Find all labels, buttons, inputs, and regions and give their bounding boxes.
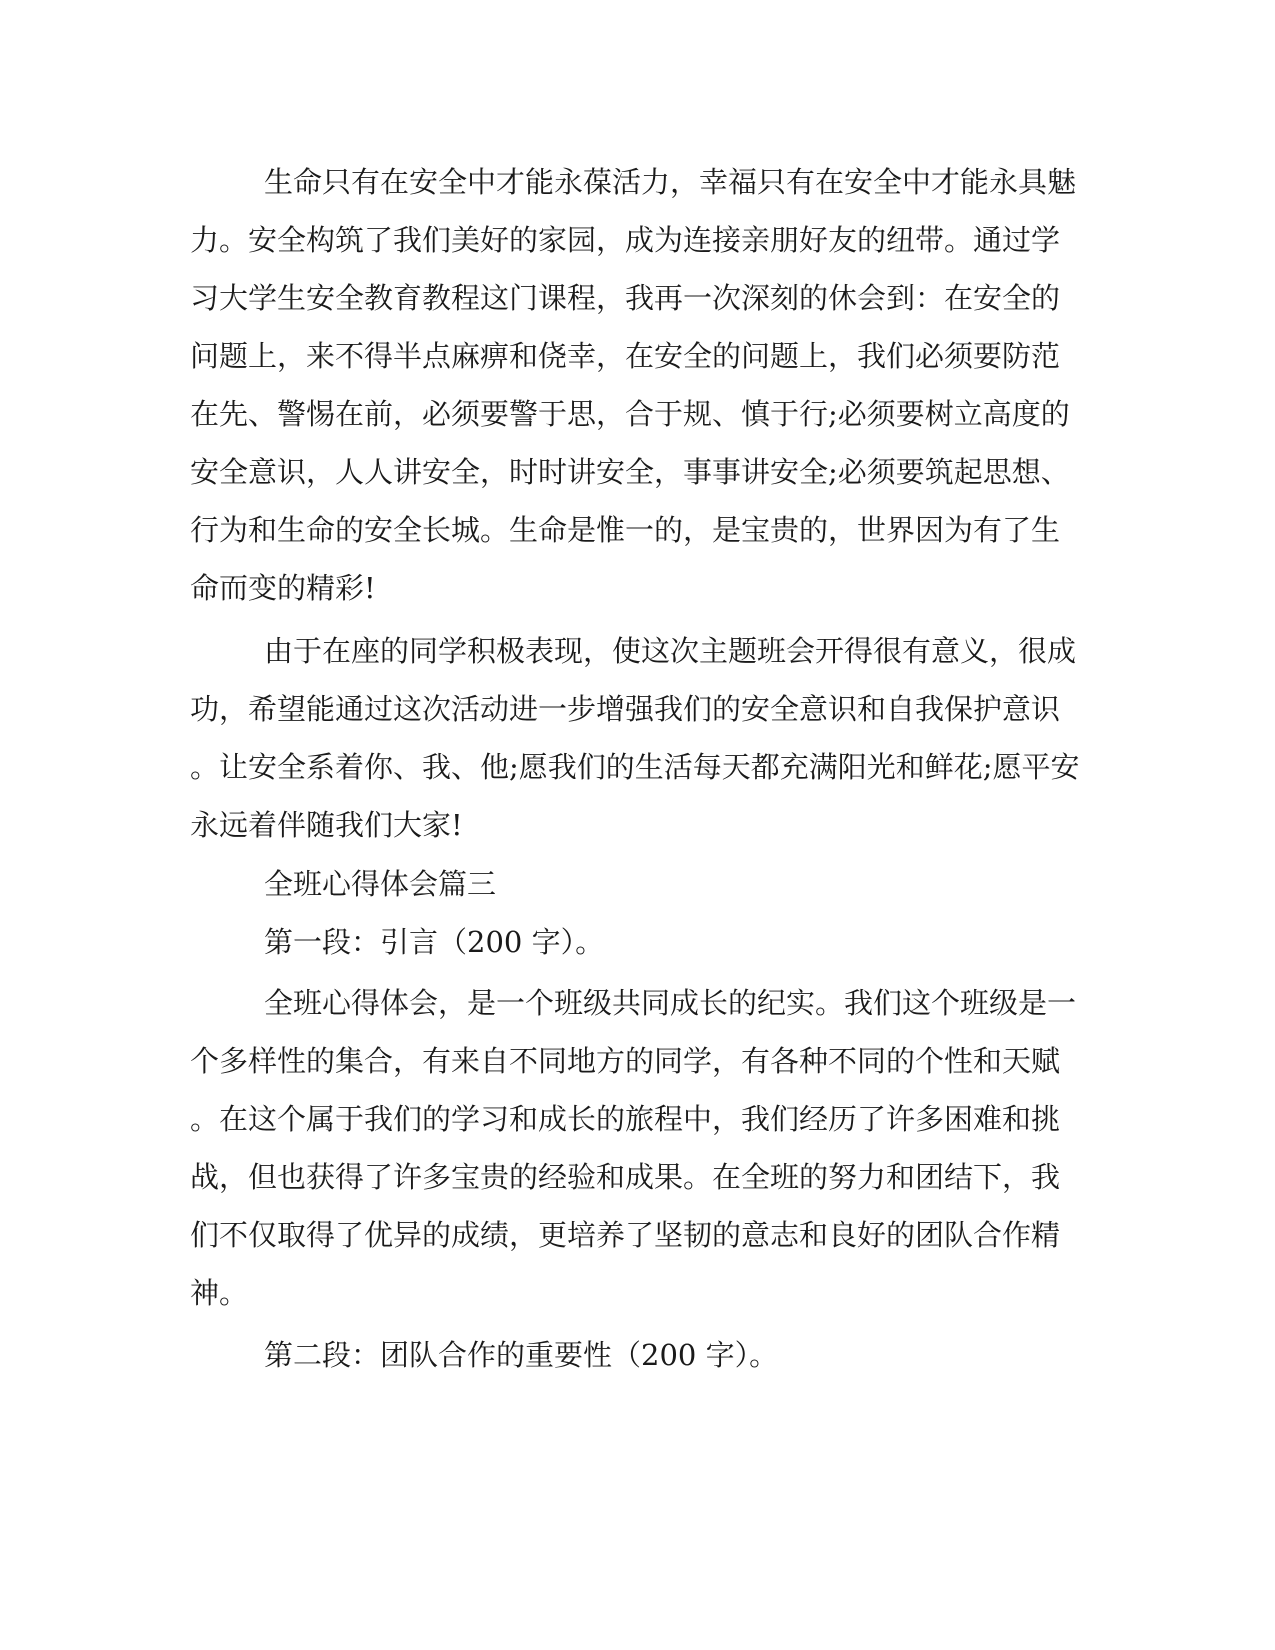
- text-line: 全班心得体会，是一个班级共同成长的纪实。我们这个班级是一: [264, 986, 1077, 1020]
- text-line: 们不仅取得了优异的成绩，更培养了坚韧的意志和良好的团队合作精: [190, 1218, 1061, 1252]
- text-line: 生命只有在安全中才能永葆活力，幸福只有在安全中才能永具魅: [264, 165, 1077, 199]
- text-line: 命而变的精彩!: [190, 571, 376, 605]
- subsection-heading: 第二段：团队合作的重要性（200 字）。: [264, 1338, 779, 1372]
- text-line: 由于在座的同学积极表现，使这次主题班会开得很有意义，很成: [264, 634, 1077, 668]
- text-line: 功，希望能通过这次活动进一步增强我们的安全意识和自我保护意识: [190, 692, 1061, 726]
- text-line: 。让安全系着你、我、他;愿我们的生活每天都充满阳光和鲜花;愿平安: [190, 750, 1080, 784]
- text-line: 在先、警惕在前，必须要警于思，合于规、慎于行;必须要树立高度的: [190, 397, 1070, 431]
- text-line: 战，但也获得了许多宝贵的经验和成果。在全班的努力和团结下，我: [190, 1160, 1061, 1194]
- text-line: 习大学生安全教育教程这门课程，我再一次深刻的休会到：在安全的: [190, 281, 1061, 315]
- subsection-heading: 第一段：引言（200 字）。: [264, 925, 605, 959]
- text-line: 行为和生命的安全长城。生命是惟一的，是宝贵的，世界因为有了生: [190, 513, 1061, 547]
- text-line: 永远着伴随我们大家!: [190, 808, 463, 842]
- section-heading: 全班心得体会篇三: [264, 867, 497, 901]
- text-line: 安全意识，人人讲安全，时时讲安全，事事讲安全;必须要筑起思想、: [190, 455, 1070, 489]
- text-line: 问题上，来不得半点麻痹和侥幸，在安全的问题上，我们必须要防范: [190, 339, 1061, 373]
- text-line: 个多样性的集合，有来自不同地方的同学，有各种不同的个性和天赋: [190, 1044, 1061, 1078]
- text-line: 力。安全构筑了我们美好的家园，成为连接亲朋好友的纽带。通过学: [190, 223, 1061, 257]
- text-line: 。在这个属于我们的学习和成长的旅程中，我们经历了许多困难和挑: [190, 1102, 1061, 1136]
- text-line: 神。: [190, 1276, 249, 1310]
